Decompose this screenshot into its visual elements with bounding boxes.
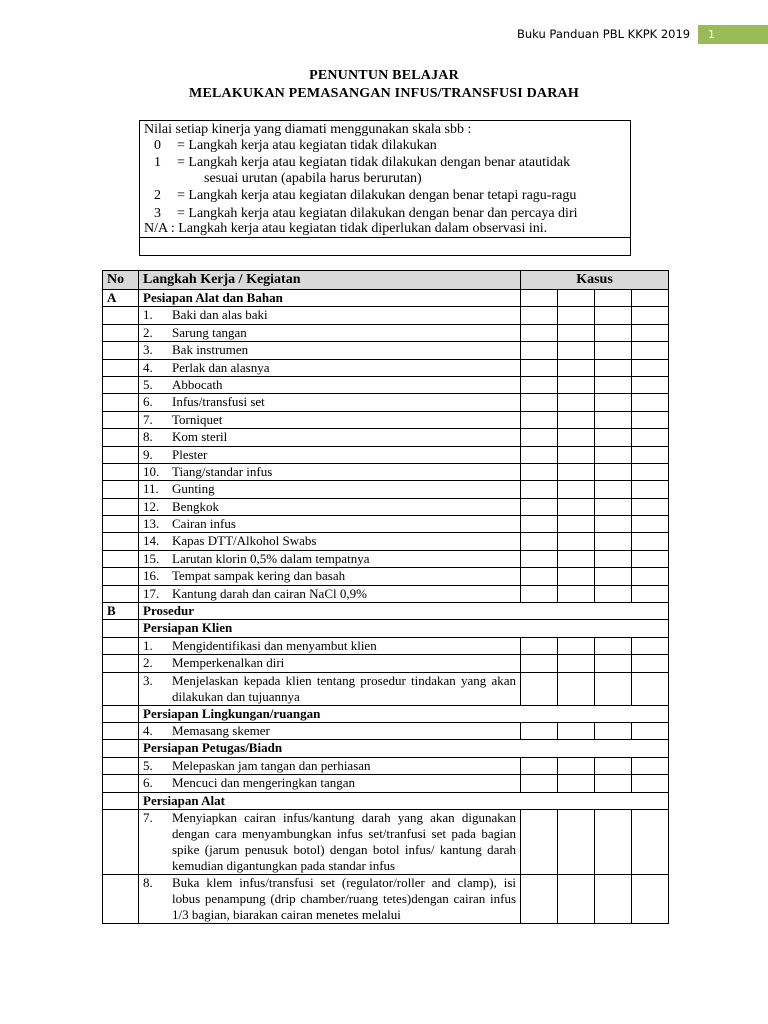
step-text: Torniquet (172, 411, 223, 427)
step-text: Bak instrumen (172, 342, 249, 358)
step-number: 1. (143, 637, 153, 653)
table-row (103, 533, 669, 550)
kasus-cell[interactable] (595, 568, 632, 585)
kasus-cell[interactable] (595, 394, 632, 411)
kasus-cell[interactable] (558, 324, 595, 341)
step-number: 2. (143, 655, 153, 671)
kasus-cell[interactable] (632, 550, 669, 567)
subsection-row (103, 705, 669, 722)
kasus-cell[interactable] (595, 481, 632, 498)
step-text: Abbocath (172, 376, 223, 392)
subsection-label: Persiapan Klien (139, 620, 669, 637)
kasus-cell[interactable] (521, 722, 558, 739)
step-text: Memperkenalkan diri (172, 655, 285, 671)
table-row (103, 775, 669, 792)
table-row (103, 446, 669, 463)
kasus-cell[interactable] (558, 394, 595, 411)
step-text: Perlak dan alasnya (172, 359, 270, 375)
step-text: Menyiapkan cairan infus/kantung darah yang akan digunakan dengan cara menyambungkan infus set/tranfusi set pada bagian spike (jarum penusuk botol) dengan botol infus/ kantung darah kemudian digantungkan pada standar infus (172, 809, 516, 873)
kasus-cell[interactable] (632, 481, 669, 498)
step-number: 6. (143, 775, 153, 791)
step-text: Menjelaskan kepada klien tentang prosedur tindakan yang akan dilakukan dan tujuannya (172, 672, 516, 704)
step-number: 7. (143, 411, 153, 427)
header-title: Buku Panduan PBL KKPK 2019 (517, 27, 691, 41)
step-number: 5. (143, 376, 153, 392)
legend-num: 2 (154, 188, 161, 203)
kasus-cell[interactable] (521, 463, 558, 480)
step-text: Cairan infus (172, 516, 236, 532)
kasus-cell[interactable] (521, 585, 558, 602)
table-row (103, 672, 669, 705)
kasus-cell[interactable] (595, 429, 632, 446)
kasus-cell[interactable] (558, 446, 595, 463)
legend-text: = Langkah kerja atau kegiatan tidak dilakukan dengan benar atautidak (177, 155, 571, 170)
kasus-cell[interactable] (595, 411, 632, 428)
step-number: 4. (143, 722, 153, 738)
kasus-cell[interactable] (595, 672, 632, 705)
section-label: Pesiapan Alat dan Bahan (139, 290, 521, 307)
legend-num: 1 (154, 155, 161, 170)
table-header-row (103, 271, 669, 290)
kasus-cell[interactable] (521, 429, 558, 446)
kasus-cell[interactable] (632, 359, 669, 376)
kasus-cell[interactable] (558, 533, 595, 550)
kasus-cell[interactable] (521, 757, 558, 774)
step-number: 4. (143, 359, 153, 375)
legend-text: = Langkah kerja atau kegiatan dilakukan dengan benar dan percaya diri (177, 206, 578, 221)
step-text: Tempat sampak kering dan basah (172, 568, 346, 584)
step-number: 13. (143, 516, 160, 532)
step-text: Kom steril (172, 429, 228, 445)
step-number: 3. (143, 672, 153, 688)
kasus-cell[interactable] (632, 446, 669, 463)
kasus-cell[interactable] (632, 324, 669, 341)
kasus-cell[interactable] (558, 342, 595, 359)
subsection-row (103, 620, 669, 637)
step-text: Infus/transfusi set (172, 394, 265, 410)
kasus-cell[interactable] (521, 809, 558, 874)
subsection-row (103, 740, 669, 757)
kasus-cell[interactable] (632, 463, 669, 480)
kasus-cell[interactable] (521, 874, 558, 923)
legend-num: 0 (154, 138, 161, 153)
table-row (103, 463, 669, 480)
kasus-cell[interactable] (521, 290, 558, 307)
kasus-cell[interactable] (595, 359, 632, 376)
kasus-cell[interactable] (632, 722, 669, 739)
kasus-cell[interactable] (558, 411, 595, 428)
kasus-cell[interactable] (632, 376, 669, 393)
kasus-cell[interactable] (558, 516, 595, 533)
step-text: Bengkok (172, 498, 219, 514)
table-row (103, 324, 669, 341)
table-row (103, 809, 669, 874)
step-number: 3. (143, 342, 153, 358)
section-label: Prosedur (139, 603, 669, 620)
step-text: Sarung tangan (172, 324, 247, 340)
step-text: Kapas DTT/Alkohol Swabs (172, 533, 317, 549)
step-text: Gunting (172, 481, 215, 497)
step-number: 6. (143, 394, 153, 410)
kasus-cell[interactable] (521, 568, 558, 585)
table-row (103, 394, 669, 411)
table-row (103, 722, 669, 739)
kasus-cell[interactable] (595, 809, 632, 874)
kasus-cell[interactable] (558, 498, 595, 515)
kasus-cell[interactable] (632, 533, 669, 550)
kasus-cell[interactable] (521, 550, 558, 567)
kasus-cell[interactable] (632, 568, 669, 585)
legend-text: = Langkah kerja atau kegiatan dilakukan dengan benar tetapi ragu-ragu (177, 188, 577, 203)
legend-na: N/A : Langkah kerja atau kegiatan tidak diperlukan dalam observasi ini. (144, 221, 548, 236)
legend-text: = Langkah kerja atau kegiatan tidak dilakukan (177, 138, 437, 153)
section-row (103, 290, 669, 307)
kasus-cell[interactable] (558, 874, 595, 923)
kasus-cell[interactable] (521, 376, 558, 393)
kasus-cell[interactable] (595, 342, 632, 359)
kasus-cell[interactable] (595, 585, 632, 602)
section-row (103, 603, 669, 620)
page-title: PENUNTUN BELAJAR (309, 68, 459, 83)
step-text: Baki dan alas baki (172, 307, 268, 323)
kasus-cell[interactable] (521, 394, 558, 411)
kasus-cell[interactable] (521, 498, 558, 515)
kasus-cell[interactable] (632, 516, 669, 533)
table-row (103, 481, 669, 498)
legend-num: 3 (154, 206, 161, 221)
kasus-cell[interactable] (632, 809, 669, 874)
table-row (103, 516, 669, 533)
kasus-cell[interactable] (521, 342, 558, 359)
step-text: Tiang/standar infus (172, 463, 273, 479)
kasus-cell[interactable] (632, 874, 669, 923)
table-row (103, 585, 669, 602)
table-row (103, 757, 669, 774)
kasus-cell[interactable] (595, 463, 632, 480)
table-row (103, 342, 669, 359)
step-text: Larutan klorin 0,5% dalam tempatnya (172, 550, 370, 566)
kasus-cell[interactable] (595, 290, 632, 307)
kasus-cell[interactable] (521, 775, 558, 792)
section-no: A (103, 290, 139, 307)
kasus-cell[interactable] (521, 411, 558, 428)
kasus-cell[interactable] (558, 429, 595, 446)
kasus-cell[interactable] (521, 637, 558, 654)
kasus-cell[interactable] (558, 655, 595, 672)
table-row (103, 568, 669, 585)
kasus-cell[interactable] (558, 757, 595, 774)
subsection-label: Persiapan Lingkungan/ruangan (139, 705, 669, 722)
step-text: Memasang skemer (172, 722, 270, 738)
table-row (103, 874, 669, 923)
kasus-cell[interactable] (595, 775, 632, 792)
step-number: 8. (143, 874, 153, 890)
step-text: Mencuci dan mengeringkan tangan (172, 775, 356, 791)
kasus-cell[interactable] (558, 809, 595, 874)
kasus-cell[interactable] (595, 637, 632, 654)
table-row (103, 376, 669, 393)
legend-divider (140, 237, 630, 238)
step-number: 16. (143, 568, 160, 584)
kasus-cell[interactable] (558, 672, 595, 705)
kasus-cell[interactable] (595, 516, 632, 533)
kasus-cell[interactable] (595, 446, 632, 463)
kasus-cell[interactable] (595, 324, 632, 341)
step-text: Buka klem infus/transfusi set (regulator/roller and clamp), isi lobus penampung (drip chamber/ruang tetes)dengan cairan infus 1/3 bagian, biarakan cairan menetes melalui (172, 874, 516, 922)
header-no: No (103, 271, 139, 290)
step-number: 2. (143, 324, 153, 340)
step-number: 17. (143, 585, 160, 601)
step-number: 11. (143, 481, 159, 497)
kasus-cell[interactable] (521, 516, 558, 533)
subsection-row (103, 792, 669, 809)
step-number: 5. (143, 757, 153, 773)
kasus-cell[interactable] (558, 550, 595, 567)
table-row (103, 655, 669, 672)
step-number: 9. (143, 446, 153, 462)
kasus-cell[interactable] (632, 394, 669, 411)
legend-intro: Nilai setiap kinerja yang diamati menggunakan skala sbb : (144, 122, 472, 137)
step-text: Melepaskan jam tangan dan perhiasan (172, 757, 371, 773)
table-row (103, 359, 669, 376)
kasus-cell[interactable] (632, 498, 669, 515)
kasus-cell[interactable] (632, 411, 669, 428)
step-text: Kantung darah dan cairan NaCl 0,9% (172, 585, 367, 601)
kasus-cell[interactable] (521, 481, 558, 498)
page-subtitle: MELAKUKAN PEMASANGAN INFUS/TRANSFUSI DARAH (189, 86, 579, 101)
subsection-label: Persiapan Alat (139, 792, 669, 809)
kasus-cell[interactable] (521, 307, 558, 324)
kasus-cell[interactable] (632, 307, 669, 324)
kasus-cell[interactable] (521, 672, 558, 705)
kasus-cell[interactable] (632, 775, 669, 792)
kasus-cell[interactable] (632, 342, 669, 359)
kasus-cell[interactable] (632, 429, 669, 446)
kasus-cell[interactable] (558, 722, 595, 739)
header-step: Langkah Kerja / Kegiatan (139, 271, 521, 290)
table-row (103, 498, 669, 515)
kasus-cell[interactable] (558, 376, 595, 393)
table-row (103, 550, 669, 567)
kasus-cell[interactable] (595, 376, 632, 393)
kasus-cell[interactable] (558, 359, 595, 376)
header-kasus: Kasus (521, 271, 669, 290)
kasus-cell[interactable] (558, 775, 595, 792)
step-text: Mengidentifikasi dan menyambut klien (172, 637, 377, 653)
kasus-cell[interactable] (521, 446, 558, 463)
kasus-cell[interactable] (521, 324, 558, 341)
kasus-cell[interactable] (595, 533, 632, 550)
kasus-cell[interactable] (632, 672, 669, 705)
table-row (103, 411, 669, 428)
kasus-cell[interactable] (558, 637, 595, 654)
kasus-cell[interactable] (595, 307, 632, 324)
kasus-cell[interactable] (521, 655, 558, 672)
page-number-badge: 1 (698, 25, 768, 44)
kasus-cell[interactable] (521, 359, 558, 376)
table-row (103, 637, 669, 654)
step-number: 12. (143, 498, 160, 514)
kasus-cell[interactable] (558, 568, 595, 585)
kasus-cell[interactable] (595, 550, 632, 567)
step-number: 7. (143, 809, 153, 825)
kasus-cell[interactable] (558, 290, 595, 307)
kasus-cell[interactable] (595, 655, 632, 672)
table-row (103, 429, 669, 446)
kasus-cell[interactable] (558, 307, 595, 324)
step-number: 8. (143, 429, 153, 445)
kasus-cell[interactable] (632, 290, 669, 307)
subsection-label: Persiapan Petugas/Biadn (139, 740, 669, 757)
kasus-cell[interactable] (558, 585, 595, 602)
step-number: 10. (143, 463, 160, 479)
checklist-table (102, 270, 669, 924)
step-number: 1. (143, 307, 153, 323)
kasus-cell[interactable] (595, 874, 632, 923)
kasus-cell[interactable] (558, 463, 595, 480)
kasus-cell[interactable] (632, 757, 669, 774)
step-number: 14. (143, 533, 160, 549)
kasus-cell[interactable] (595, 722, 632, 739)
kasus-cell[interactable] (521, 533, 558, 550)
kasus-cell[interactable] (632, 585, 669, 602)
kasus-cell[interactable] (595, 757, 632, 774)
legend-text: sesuai urutan (apabila harus berurutan) (204, 171, 422, 186)
kasus-cell[interactable] (595, 498, 632, 515)
kasus-cell[interactable] (632, 637, 669, 654)
kasus-cell[interactable] (558, 481, 595, 498)
step-text: Plester (172, 446, 208, 462)
table-row (103, 307, 669, 324)
kasus-cell[interactable] (632, 655, 669, 672)
scoring-legend (139, 120, 631, 256)
step-number: 15. (143, 550, 160, 566)
section-no: B (103, 603, 139, 620)
